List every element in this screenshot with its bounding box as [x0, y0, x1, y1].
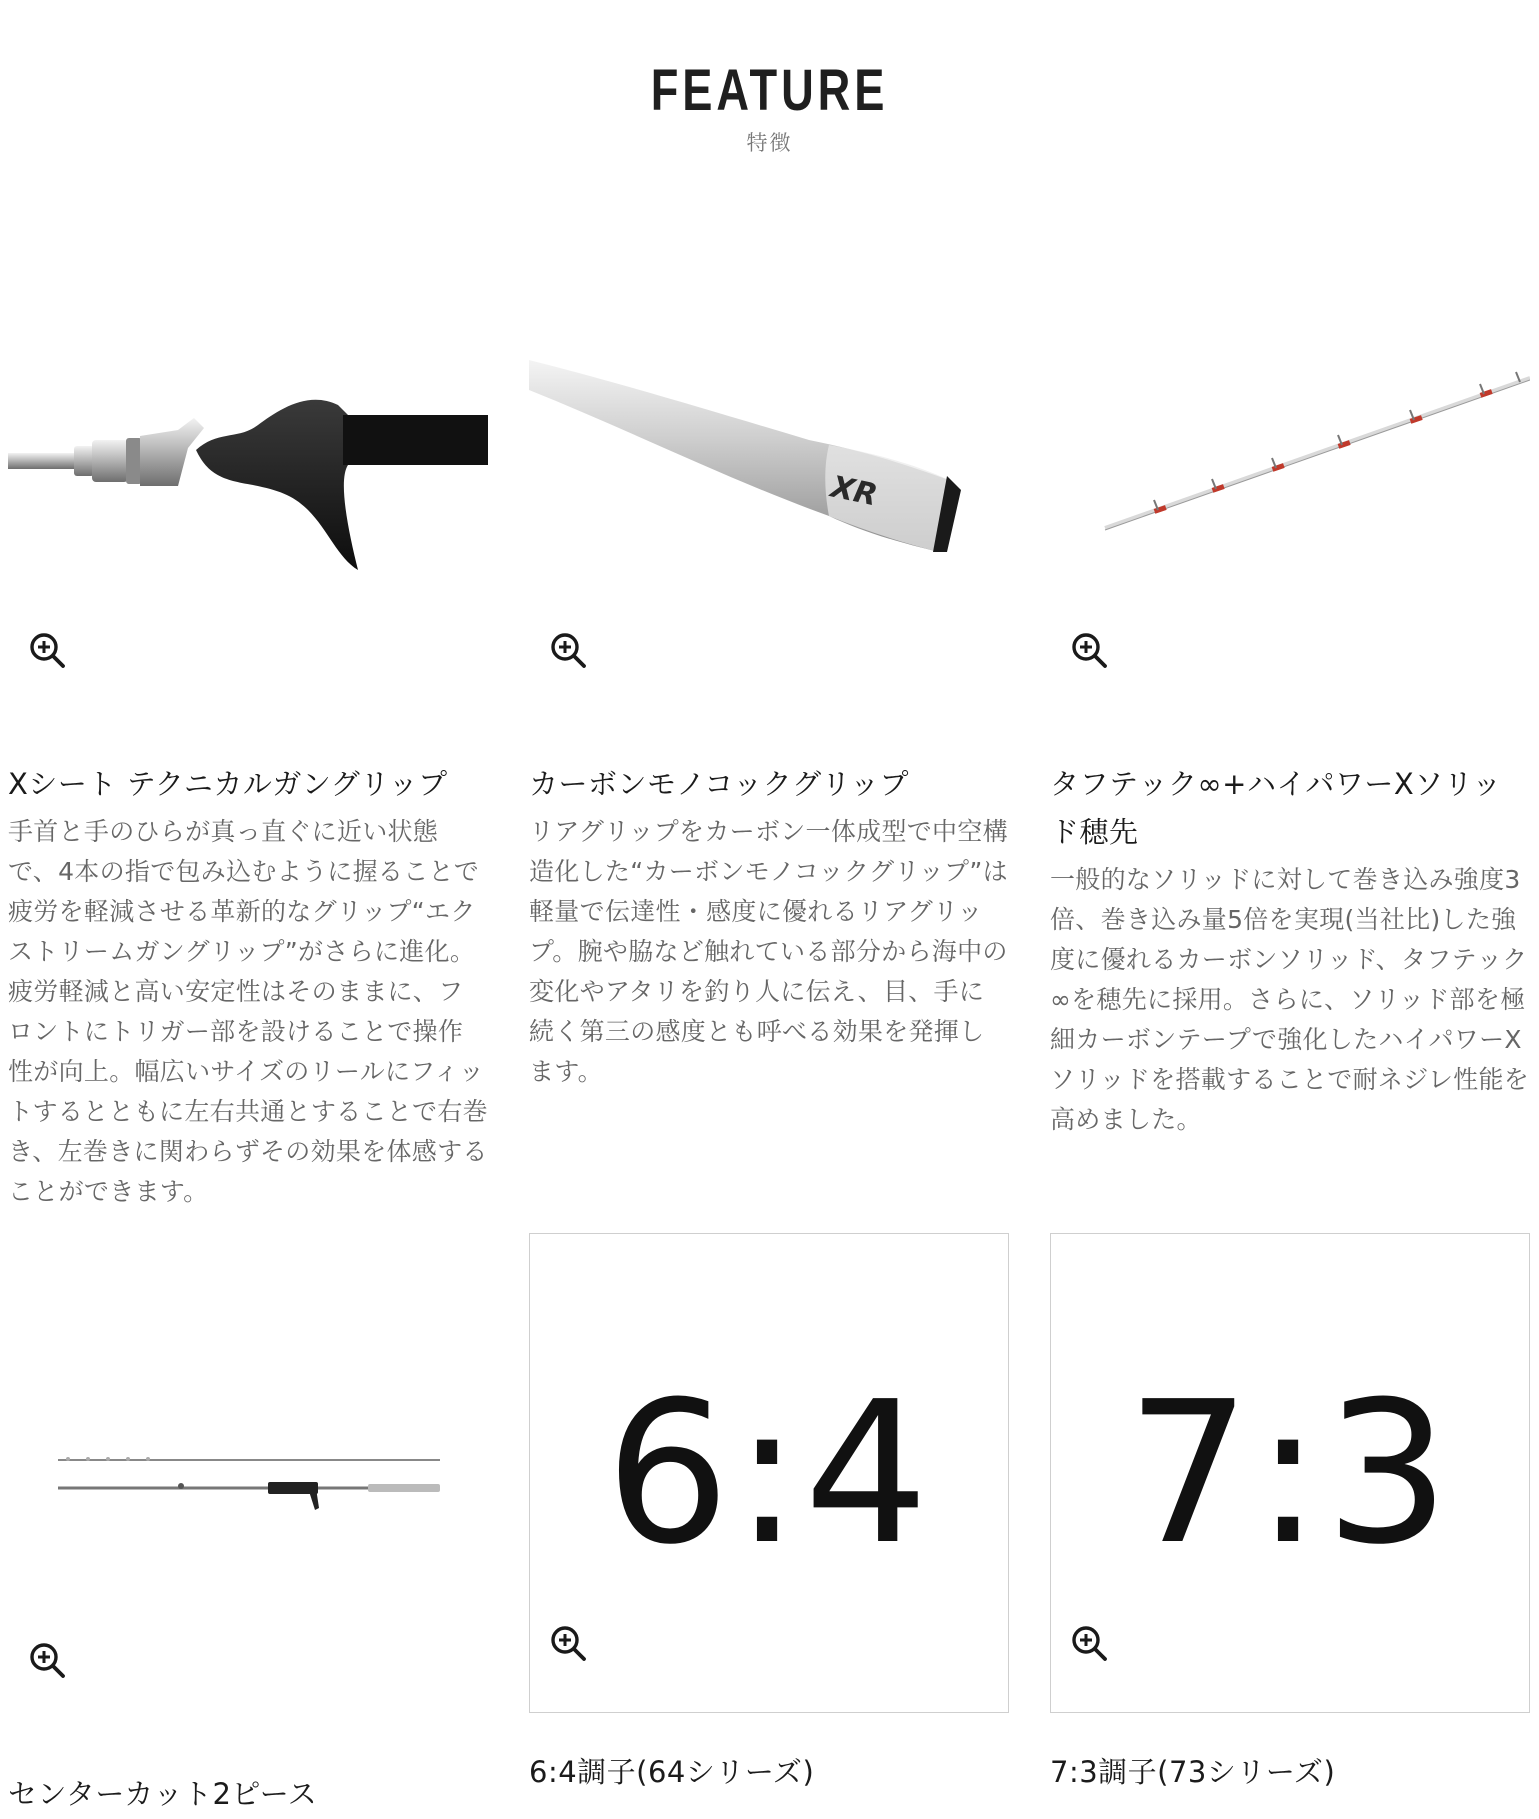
- zoom-in-icon[interactable]: [26, 629, 68, 671]
- zoom-in-icon[interactable]: [547, 1622, 589, 1664]
- feature-image-solid-tip[interactable]: [1050, 240, 1530, 720]
- zoom-in-icon[interactable]: [1068, 629, 1110, 671]
- feature-title: 6:4調子(64シリーズ): [529, 1755, 815, 1789]
- feature-title: センターカット2ピース: [8, 1777, 318, 1811]
- feature-image-gun-grip[interactable]: [8, 240, 488, 720]
- feature-image-center-cut[interactable]: [8, 1250, 488, 1730]
- feature-description: 手首と手のひらが真っ直ぐに近い状態で、4本の指で包み込むように握ることで疲労を軽減させる革新的なグリップ“エクストリームガングリップ”がさらに進化。疲労軽減と高い安定性はそのままに、フロントにトリガー部を設けることで操作性が向上。幅広いサイズのリールにフィットするとともに左右共通とすることで右巻き、左巻きに関わらずその効果を体感することができます。: [8, 817, 488, 1206]
- feature-card-monocoque-grip: [529, 240, 1009, 1092]
- feature-card-action-64: [529, 1233, 1009, 1796]
- feature-title: カーボンモノコックグリップ: [529, 767, 910, 801]
- feature-image-monocoque-grip[interactable]: [529, 240, 1009, 720]
- feature-title: 7:3調子(73シリーズ): [1050, 1755, 1336, 1789]
- feature-image-action-64[interactable]: [529, 1233, 1009, 1713]
- grip-logo-text: XR: [827, 469, 881, 514]
- feature-card-center-cut: [8, 1250, 488, 1818]
- zoom-in-icon[interactable]: [26, 1639, 68, 1681]
- action-ratio-73: 7:3: [1126, 1360, 1454, 1588]
- gun-grip-illustration: [8, 240, 488, 720]
- section-subtitle: 特徴: [746, 131, 793, 155]
- feature-title: タフテック∞+ハイパワーXソリッド穂先: [1050, 767, 1502, 849]
- zoom-in-icon[interactable]: [1068, 1622, 1110, 1664]
- feature-description: 一般的なソリッドに対して巻き込み強度3倍、巻き込み量5倍を実現(当社比)した強度に優れるカーボンソリッド、タフテック∞を穂先に採用。さらに、ソリッド部を極細カーボンテープで強化したハイパワーXソリッドを搭載することで耐ネジレ性能を高めました。: [1050, 865, 1530, 1134]
- feature-card-solid-tip: [1050, 240, 1530, 1140]
- feature-description: リアグリップをカーボン一体成型で中空構造化した“カーボンモノコックグリップ”は軽量で伝達性・感度に優れるリアグリップ。腕や脇など触れている部分から海中の変化やアタリを釣り人に伝え、目、手に続く第三の感度とも呼べる効果を発揮します。: [529, 817, 1008, 1086]
- section-title: FEATURE: [650, 58, 889, 123]
- section-header: [0, 58, 1539, 156]
- action-ratio-64: 6:4: [605, 1360, 933, 1588]
- feature-card-action-73: [1050, 1233, 1530, 1796]
- feature-card-gun-grip: [8, 240, 488, 1212]
- rod-tip-illustration: [1050, 240, 1530, 720]
- two-piece-rod-illustration: [8, 1250, 488, 1730]
- feature-image-action-73[interactable]: [1050, 1233, 1530, 1713]
- feature-title: Xシート テクニカルガングリップ: [8, 767, 448, 801]
- carbon-grip-illustration: [529, 240, 1009, 720]
- zoom-in-icon[interactable]: [547, 629, 589, 671]
